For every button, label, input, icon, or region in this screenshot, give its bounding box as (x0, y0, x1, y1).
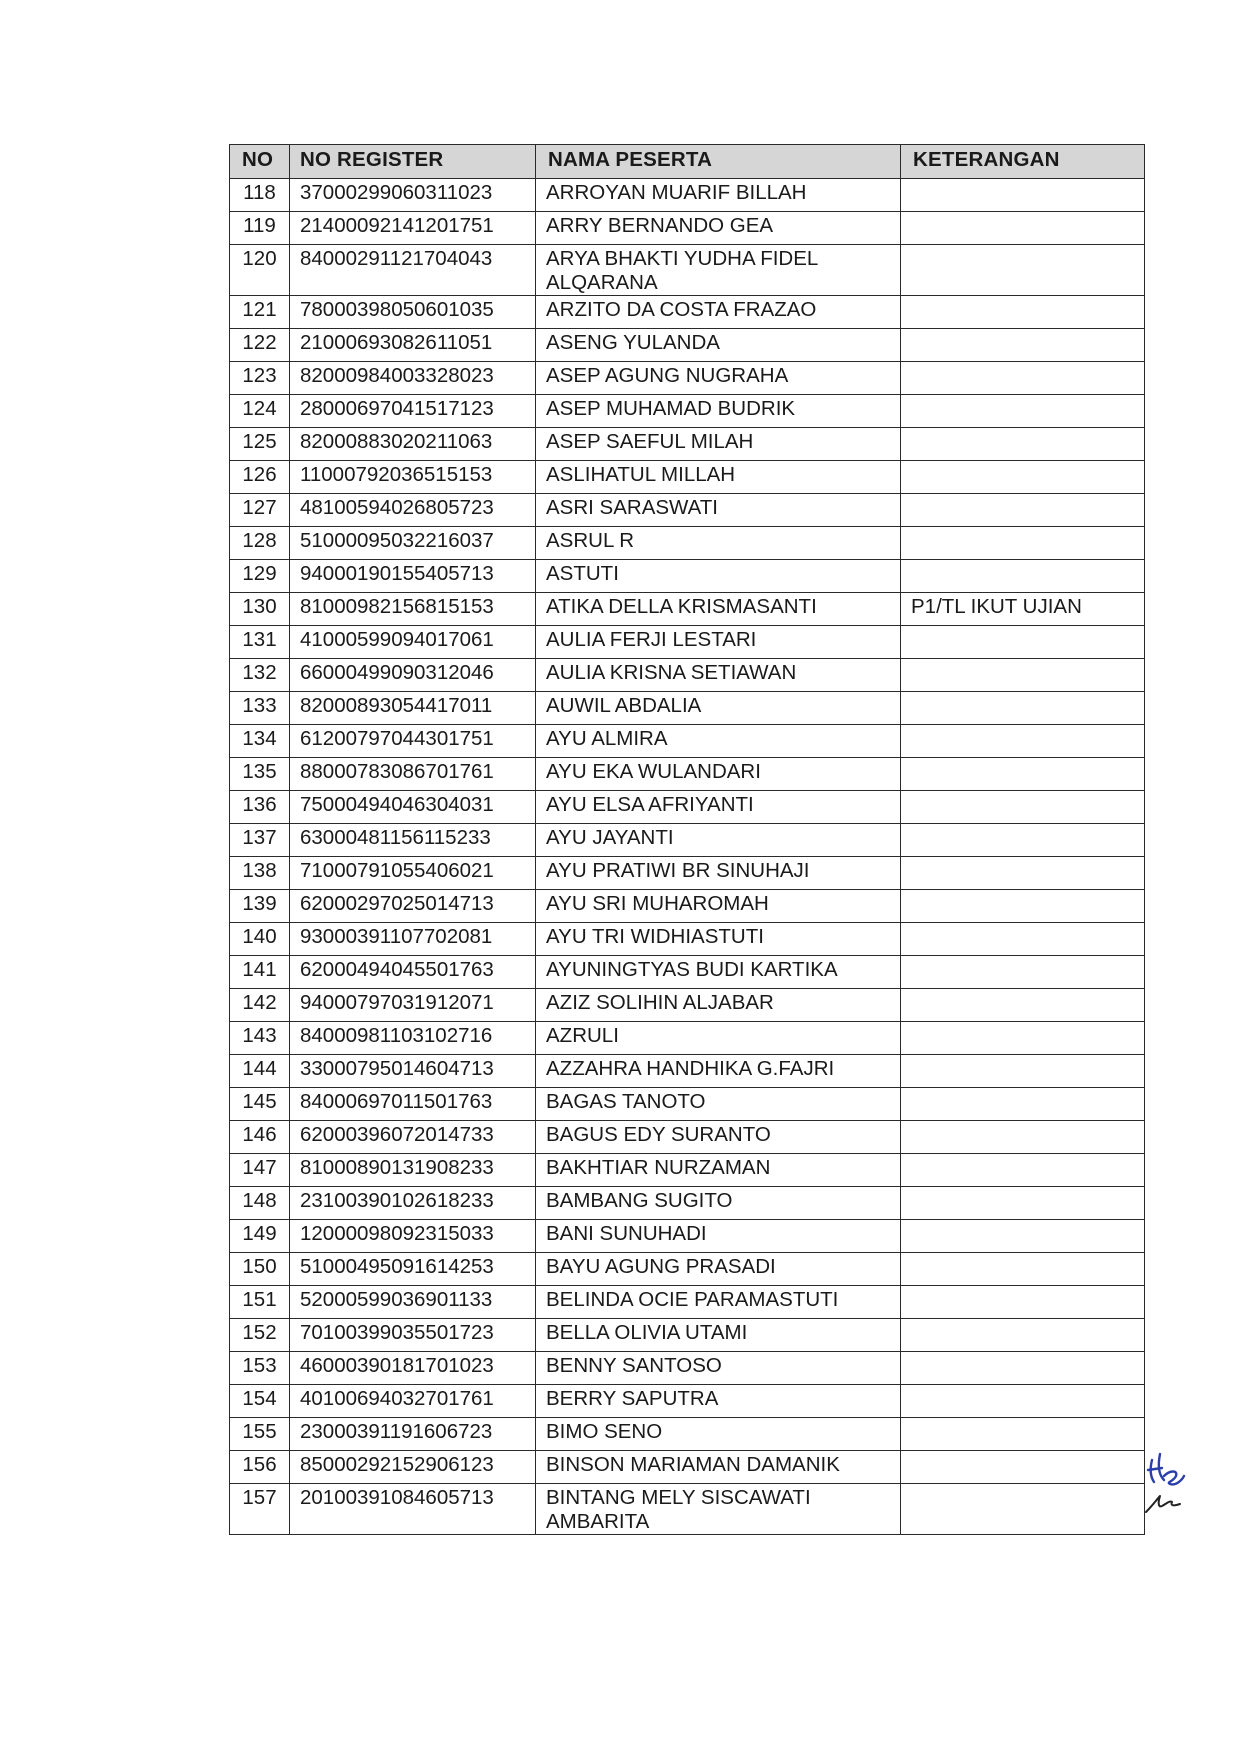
cell-note (901, 890, 1145, 923)
cell-no: 150 (230, 1253, 290, 1286)
cell-no: 149 (230, 1220, 290, 1253)
table-row (230, 692, 1145, 725)
table-row (230, 956, 1145, 989)
cell-note (901, 1319, 1145, 1352)
cell-note (901, 362, 1145, 395)
cell-register: 20100391084605713 (290, 1484, 536, 1535)
table-row (230, 245, 1145, 296)
cell-no: 156 (230, 1451, 290, 1484)
cell-name: BAGAS TANOTO (536, 1088, 901, 1121)
cell-note (901, 1022, 1145, 1055)
cell-note (901, 1088, 1145, 1121)
cell-register: 63000481156115233 (290, 824, 536, 857)
cell-register: 41000599094017061 (290, 626, 536, 659)
cell-no: 134 (230, 725, 290, 758)
cell-register: 23000391191606723 (290, 1418, 536, 1451)
cell-note (901, 758, 1145, 791)
cell-register: 37000299060311023 (290, 179, 536, 212)
cell-note (901, 245, 1145, 296)
cell-no: 126 (230, 461, 290, 494)
table-row (230, 494, 1145, 527)
cell-note (901, 923, 1145, 956)
cell-register: 88000783086701761 (290, 758, 536, 791)
cell-note (901, 1154, 1145, 1187)
cell-name: BELLA OLIVIA UTAMI (536, 1319, 901, 1352)
cell-no: 131 (230, 626, 290, 659)
cell-name: AYU ALMIRA (536, 725, 901, 758)
cell-note (901, 296, 1145, 329)
cell-name: BANI SUNUHADI (536, 1220, 901, 1253)
cell-no: 122 (230, 329, 290, 362)
cell-name: BINTANG MELY SISCAWATI AMBARITA (536, 1484, 901, 1535)
cell-note (901, 1451, 1145, 1484)
cell-register: 23100390102618233 (290, 1187, 536, 1220)
cell-register: 82000893054417011 (290, 692, 536, 725)
cell-name: ASRI SARASWATI (536, 494, 901, 527)
handwritten-initials (1140, 1440, 1200, 1520)
cell-register: 84000291121704043 (290, 245, 536, 296)
cell-name: AYU PRATIWI BR SINUHAJI (536, 857, 901, 890)
cell-name: AYU SRI MUHAROMAH (536, 890, 901, 923)
table-row (230, 1154, 1145, 1187)
cell-register: 52000599036901133 (290, 1286, 536, 1319)
cell-no: 130 (230, 593, 290, 626)
table-row (230, 1319, 1145, 1352)
cell-register: 94000190155405713 (290, 560, 536, 593)
cell-note (901, 1484, 1145, 1535)
cell-note (901, 1055, 1145, 1088)
table-row (230, 1022, 1145, 1055)
table-row (230, 1418, 1145, 1451)
cell-name: BAMBANG SUGITO (536, 1187, 901, 1220)
cell-register: 12000098092315033 (290, 1220, 536, 1253)
cell-no: 151 (230, 1286, 290, 1319)
cell-note (901, 461, 1145, 494)
cell-no: 139 (230, 890, 290, 923)
cell-no: 124 (230, 395, 290, 428)
cell-name: BELINDA OCIE PARAMASTUTI (536, 1286, 901, 1319)
cell-name: BAKHTIAR NURZAMAN (536, 1154, 901, 1187)
cell-no: 133 (230, 692, 290, 725)
cell-no: 155 (230, 1418, 290, 1451)
cell-note (901, 659, 1145, 692)
cell-note (901, 1286, 1145, 1319)
cell-name: BAYU AGUNG PRASADI (536, 1253, 901, 1286)
cell-register: 40100694032701761 (290, 1385, 536, 1418)
cell-no: 136 (230, 791, 290, 824)
header-no: NO (230, 145, 290, 179)
table-row (230, 296, 1145, 329)
cell-register: 51000495091614253 (290, 1253, 536, 1286)
table-row (230, 758, 1145, 791)
cell-register: 33000795014604713 (290, 1055, 536, 1088)
cell-note (901, 1385, 1145, 1418)
table-row (230, 1451, 1145, 1484)
cell-note (901, 329, 1145, 362)
table-row (230, 560, 1145, 593)
cell-register: 71000791055406021 (290, 857, 536, 890)
cell-name: ASENG YULANDA (536, 329, 901, 362)
cell-no: 143 (230, 1022, 290, 1055)
table-row (230, 527, 1145, 560)
cell-no: 147 (230, 1154, 290, 1187)
cell-name: BAGUS EDY SURANTO (536, 1121, 901, 1154)
table-row (230, 626, 1145, 659)
cell-register: 82000883020211063 (290, 428, 536, 461)
cell-note (901, 989, 1145, 1022)
cell-name: AZRULI (536, 1022, 901, 1055)
cell-no: 118 (230, 179, 290, 212)
cell-register: 81000982156815153 (290, 593, 536, 626)
cell-register: 84000697011501763 (290, 1088, 536, 1121)
cell-name: AZZAHRA HANDHIKA G.FAJRI (536, 1055, 901, 1088)
table-row (230, 461, 1145, 494)
cell-name: BIMO SENO (536, 1418, 901, 1451)
header-register: NO REGISTER (290, 145, 536, 179)
cell-no: 128 (230, 527, 290, 560)
cell-note (901, 1220, 1145, 1253)
cell-no: 157 (230, 1484, 290, 1535)
table-body (230, 179, 1145, 1535)
cell-no: 138 (230, 857, 290, 890)
table-row (230, 923, 1145, 956)
cell-name: ARROYAN MUARIF BILLAH (536, 179, 901, 212)
cell-register: 70100399035501723 (290, 1319, 536, 1352)
cell-name: ASRUL R (536, 527, 901, 560)
cell-note (901, 179, 1145, 212)
cell-name: ASEP AGUNG NUGRAHA (536, 362, 901, 395)
cell-register: 11000792036515153 (290, 461, 536, 494)
table-row (230, 1385, 1145, 1418)
cell-note (901, 527, 1145, 560)
cell-no: 119 (230, 212, 290, 245)
cell-note: P1/TL IKUT UJIAN (901, 593, 1145, 626)
cell-note (901, 692, 1145, 725)
cell-name: BINSON MARIAMAN DAMANIK (536, 1451, 901, 1484)
cell-no: 132 (230, 659, 290, 692)
table-row (230, 329, 1145, 362)
table-row (230, 857, 1145, 890)
table-row (230, 791, 1145, 824)
table-row (230, 395, 1145, 428)
cell-register: 62000494045501763 (290, 956, 536, 989)
cell-name: ASLIHATUL MILLAH (536, 461, 901, 494)
cell-no: 135 (230, 758, 290, 791)
table-header-row (230, 145, 1145, 179)
cell-register: 48100594026805723 (290, 494, 536, 527)
cell-register: 75000494046304031 (290, 791, 536, 824)
cell-name: AUWIL ABDALIA (536, 692, 901, 725)
cell-register: 81000890131908233 (290, 1154, 536, 1187)
table-row (230, 428, 1145, 461)
table-row (230, 890, 1145, 923)
cell-name: AULIA KRISNA SETIAWAN (536, 659, 901, 692)
cell-name: AYUNINGTYAS BUDI KARTIKA (536, 956, 901, 989)
cell-note (901, 824, 1145, 857)
cell-register: 21400092141201751 (290, 212, 536, 245)
table-row (230, 659, 1145, 692)
cell-register: 93000391107702081 (290, 923, 536, 956)
cell-name: ARYA BHAKTI YUDHA FIDEL ALQARANA (536, 245, 901, 296)
cell-name: AYU ELSA AFRIYANTI (536, 791, 901, 824)
table-row (230, 989, 1145, 1022)
cell-no: 141 (230, 956, 290, 989)
cell-note (901, 725, 1145, 758)
cell-name: AZIZ SOLIHIN ALJABAR (536, 989, 901, 1022)
participant-table (229, 144, 1145, 1535)
table-row (230, 1187, 1145, 1220)
cell-name: AYU EKA WULANDARI (536, 758, 901, 791)
cell-name: BENNY SANTOSO (536, 1352, 901, 1385)
cell-no: 145 (230, 1088, 290, 1121)
cell-register: 46000390181701023 (290, 1352, 536, 1385)
cell-register: 94000797031912071 (290, 989, 536, 1022)
cell-register: 78000398050601035 (290, 296, 536, 329)
cell-no: 120 (230, 245, 290, 296)
cell-no: 152 (230, 1319, 290, 1352)
cell-no: 144 (230, 1055, 290, 1088)
cell-note (901, 1121, 1145, 1154)
cell-note (901, 956, 1145, 989)
table-row (230, 593, 1145, 626)
header-name: NAMA PESERTA (536, 145, 901, 179)
cell-register: 51000095032216037 (290, 527, 536, 560)
cell-no: 129 (230, 560, 290, 593)
cell-note (901, 1352, 1145, 1385)
cell-no: 148 (230, 1187, 290, 1220)
cell-name: ARRY BERNANDO GEA (536, 212, 901, 245)
cell-register: 62000396072014733 (290, 1121, 536, 1154)
cell-register: 62000297025014713 (290, 890, 536, 923)
cell-register: 85000292152906123 (290, 1451, 536, 1484)
cell-name: ASTUTI (536, 560, 901, 593)
cell-note (901, 857, 1145, 890)
cell-note (901, 494, 1145, 527)
table-row (230, 1484, 1145, 1535)
cell-register: 21000693082611051 (290, 329, 536, 362)
cell-name: ATIKA DELLA KRISMASANTI (536, 593, 901, 626)
cell-name: AYU JAYANTI (536, 824, 901, 857)
cell-no: 142 (230, 989, 290, 1022)
cell-no: 123 (230, 362, 290, 395)
cell-register: 66000499090312046 (290, 659, 536, 692)
cell-note (901, 791, 1145, 824)
cell-note (901, 626, 1145, 659)
cell-no: 127 (230, 494, 290, 527)
cell-note (901, 1418, 1145, 1451)
cell-note (901, 212, 1145, 245)
cell-no: 146 (230, 1121, 290, 1154)
cell-register: 84000981103102716 (290, 1022, 536, 1055)
table-row (230, 179, 1145, 212)
cell-name: ASEP SAEFUL MILAH (536, 428, 901, 461)
table-row (230, 1352, 1145, 1385)
cell-no: 140 (230, 923, 290, 956)
table-row (230, 1286, 1145, 1319)
cell-note (901, 428, 1145, 461)
cell-name: ARZITO DA COSTA FRAZAO (536, 296, 901, 329)
cell-name: AYU TRI WIDHIASTUTI (536, 923, 901, 956)
table-row (230, 362, 1145, 395)
cell-name: ASEP MUHAMAD BUDRIK (536, 395, 901, 428)
cell-note (901, 560, 1145, 593)
table-row (230, 1253, 1145, 1286)
table-row (230, 824, 1145, 857)
table-row (230, 725, 1145, 758)
table-row (230, 1055, 1145, 1088)
cell-note (901, 395, 1145, 428)
table-row (230, 1088, 1145, 1121)
cell-register: 82000984003328023 (290, 362, 536, 395)
cell-register: 61200797044301751 (290, 725, 536, 758)
table-row (230, 1220, 1145, 1253)
cell-no: 125 (230, 428, 290, 461)
cell-name: BERRY SAPUTRA (536, 1385, 901, 1418)
cell-note (901, 1187, 1145, 1220)
cell-no: 137 (230, 824, 290, 857)
cell-register: 28000697041517123 (290, 395, 536, 428)
cell-name: AULIA FERJI LESTARI (536, 626, 901, 659)
cell-no: 154 (230, 1385, 290, 1418)
table-row (230, 1121, 1145, 1154)
table-row (230, 212, 1145, 245)
header-note: KETERANGAN (901, 145, 1145, 179)
cell-note (901, 1253, 1145, 1286)
cell-no: 153 (230, 1352, 290, 1385)
cell-no: 121 (230, 296, 290, 329)
